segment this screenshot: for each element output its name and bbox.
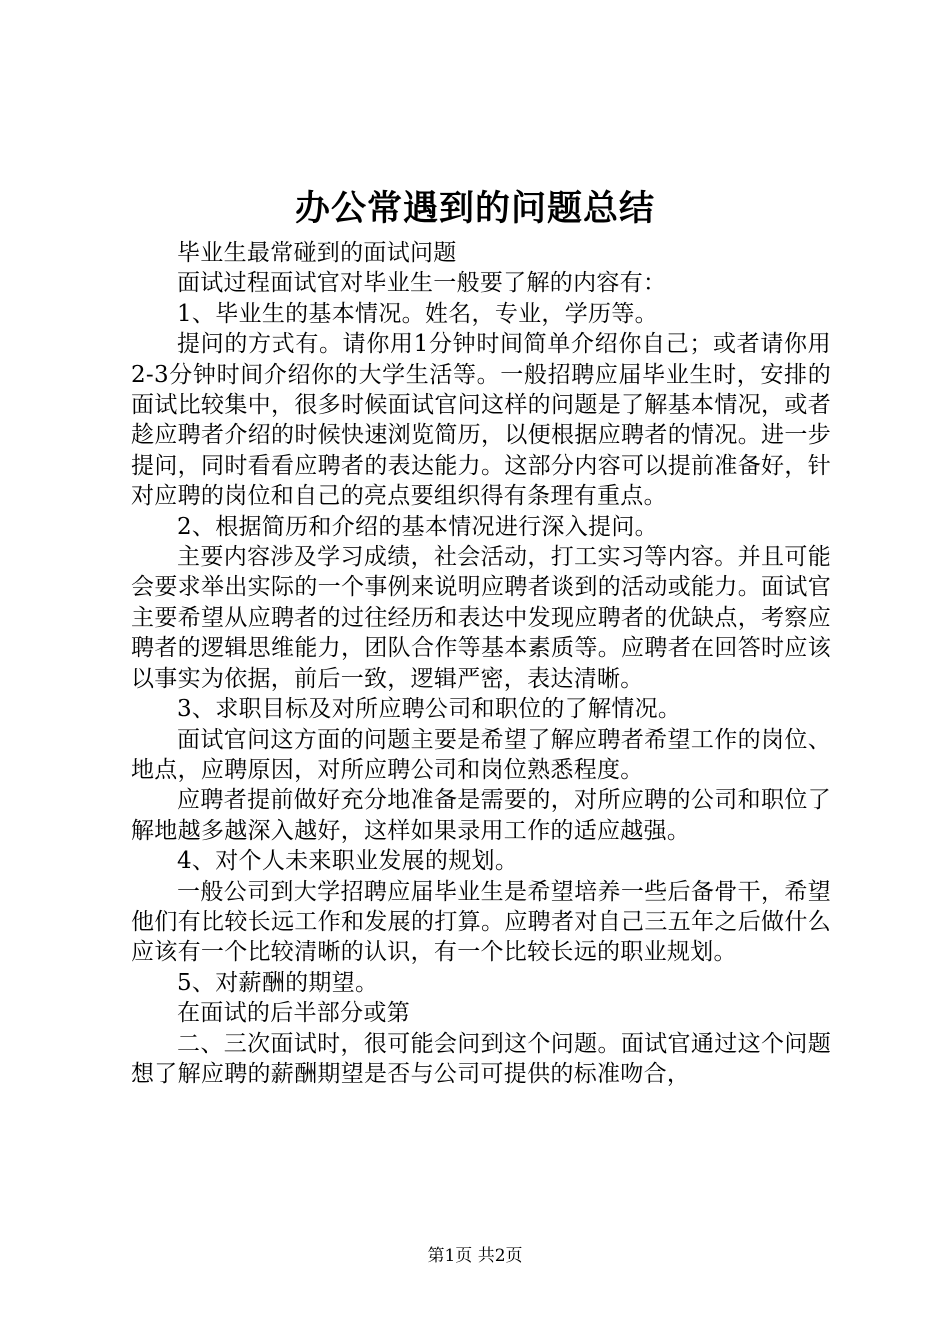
paragraph: 一般公司到大学招聘应届毕业生是希望培养一些后备骨干，希望他们有比较长远工作和发展的打算。应聘者对自己三五年之后做什么应该有一个比较清晰的认识，有一个比较长远的职业规划。 <box>131 878 831 966</box>
paragraph: 4、对个人未来职业发展的规划。 <box>177 848 519 875</box>
paragraph: 应聘者提前做好充分地准备是需要的，对所应聘的公司和职位了解地越多越深入越好，这样如果录用工作的适应越强。 <box>131 787 831 844</box>
paragraph: 主要内容涉及学习成绩，社会活动，打工实习等内容。并且可能会要求举出实际的一个事例来说明应聘者谈到的活动或能力。面试官主要希望从应聘者的过往经历和表达中发现应聘者的优缺点，考察应聘者的逻辑思维能力，团队合作等基本素质等。应聘者在回答时应该以事实为依据，前后一致，逻辑严密，表达清晰。 <box>131 544 831 692</box>
paragraph: 3、求职目标及对所应聘公司和职位的了解情况。 <box>177 696 682 723</box>
paragraph: 毕业生最常碰到的面试问题 <box>177 240 457 266</box>
paragraph: 面试过程面试官对毕业生一般要了解的内容有： <box>177 270 667 297</box>
paragraph: 提问的方式有。请你用1分钟时间简单介绍你自己；或者请你用2-3分钟时间介绍你的大学生活等。一般招聘应届毕业生时，安排的面试比较集中，很多时候面试官问这样的问题是了解基本情况，或者趁应聘者介绍的时候快速浏览简历，以便根据应聘者的情况。进一步提问，同时看看应聘者的表达能力。这部分内容可以提前准备好，针对应聘的岗位和自己的亮点要组织得有条理有重点。 <box>131 331 831 510</box>
document-title: 办公常遇到的问题总结 <box>294 188 655 229</box>
paragraph: 面试官问这方面的问题主要是希望了解应聘者希望工作的岗位、地点，应聘原因，对所应聘公司和岗位熟悉程度。 <box>131 726 831 783</box>
paragraph: 1、毕业生的基本情况。姓名，专业，学历等。 <box>177 300 658 327</box>
document-body <box>131 238 831 1089</box>
paragraph: 二、三次面试时，很可能会问到这个问题。面试官通过这个问题想了解应聘的薪酬期望是否与公司可提供的标准吻合， <box>131 1030 831 1087</box>
paragraph: 5、对薪酬的期望。 <box>177 969 379 996</box>
paragraph: 在面试的后半部分或第 <box>177 1000 410 1027</box>
page-number-footer: 第1页 共2页 <box>427 1246 523 1266</box>
paragraph: 2、根据简历和介绍的基本情况进行深入提问。 <box>177 513 658 540</box>
